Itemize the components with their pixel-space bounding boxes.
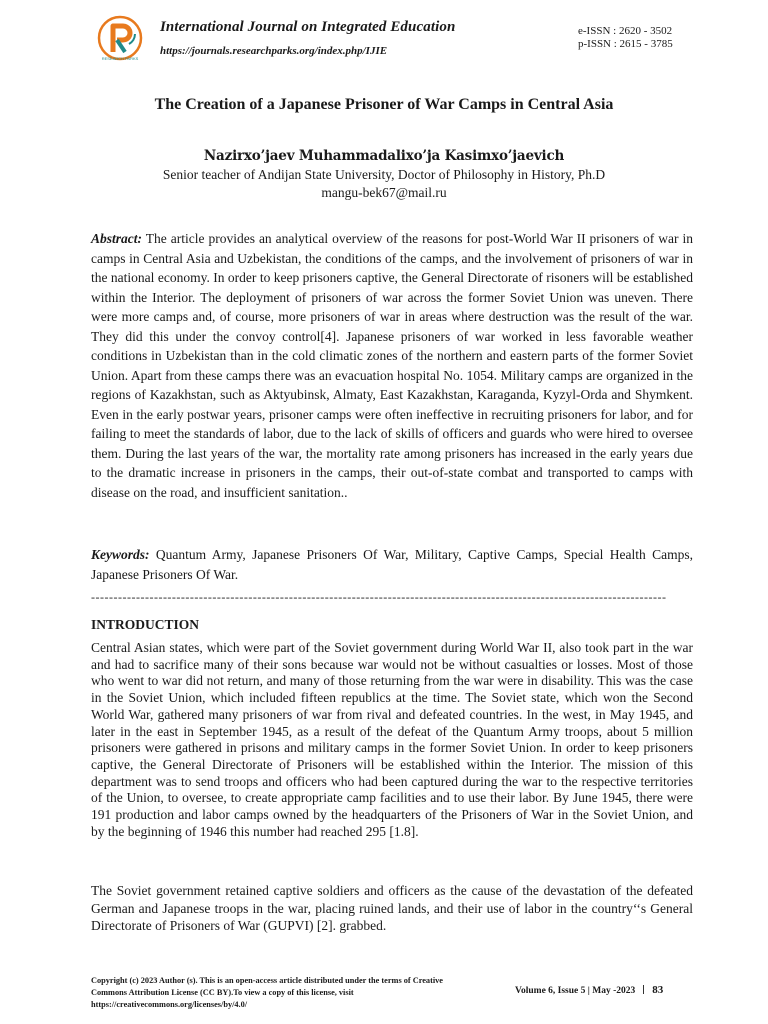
journal-url[interactable]: https://journals.researchparks.org/index.php/IJIE — [160, 45, 388, 57]
page-number: 83 — [652, 984, 664, 996]
research-parks-logo — [96, 14, 144, 62]
eissn: e-ISSN : 2620 - 3502 — [578, 25, 673, 37]
volume-issue: Volume 6, Issue 5 | May -2023 — [515, 986, 636, 996]
journal-header — [0, 0, 768, 80]
keywords-text: Quantum Army, Japanese Prisoners Of War, Military, Captive Camps, Special Health Camps, Japanese Prisoners Of War. — [91, 547, 694, 582]
paper-title: The Creation of a Japanese Prisoner of War Camps in Central Asia — [154, 96, 614, 113]
abstract-label: Abstract: — [91, 231, 143, 246]
author-email[interactable]: mangu-bek67@mail.ru — [321, 185, 447, 200]
abstract-text: The article provides an analytical overview of the reasons for post-World War II prisoners of war in camps in Central Asia and Uzbekistan, the conditions of the camps, and the involvement of prisoners of war in the national economy. In order to keep prisoners captive, the General Directorate of risoners will be established within the Interior. The deployment of prisoners of war across the former Soviet Union was uneven. There were more camps and, of course, more prisoners of war in areas where destruction was the result of the war. They did this under the convoy control[4]. Japanese prisoners of war worked in less favorable weather conditions in Uzbekistan than in the cold climatic zones of the northern and eastern parts of the former Soviet Union. Apart from these camps there was an evacuation hospital No. 1054. Military camps are organized in the regions of Kazakhstan, such as Aktyubinsk, Almaty, East Kazakhstan, Karaganda, Kyzyl-Orda and Shymkent. Even in the early postwar years, prisoner camps were often ineffective in recruiting prisoners for labor, and for failing to meet the standards of labor, due to the lack of skills of officers and guards who were hired to oversee them. During the last years of the war, the mortality rate among prisoners has increased in the early years due to the dramatic increase in prisoners in the camps, their out-of-state combat and transported to camps with disease on the road, and insufficient sanitation.. — [91, 231, 693, 500]
copyright-notice: Copyright (c) 2023 Author (s). This is an open-access article distributed under the terms of Creative Commons Attribution License (CC BY).To view a copy of this license, visit https://creativecommons.org/licenses/by/4.0/ — [91, 976, 443, 1009]
author-affiliation: Senior teacher of Andijan State University, Doctor of Philosophy in History, Ph.D — [162, 167, 606, 182]
section-divider: -------------------------------------------------------------------------------------------------------------------------------- — [91, 590, 667, 604]
abstract — [91, 229, 693, 502]
introduction-paragraph-2: The Soviet government retained captive soldiers and officers as the cause of the devastation of the defeated German and Japanese troops in the war, placing ruined lands, and their use of labor in the country‘‘s General Directorate of Prisoners of War (GUPVI) [2]. grabbed. — [91, 883, 693, 933]
pissn: p-ISSN : 2615 - 3785 — [578, 38, 673, 50]
logo-text: RESEARCH PARKS — [101, 56, 139, 61]
volume-info — [515, 984, 663, 996]
author-name: Nazirxo’jaev Muhammadalixo’ja Kasimxo’jaevich — [203, 148, 565, 164]
issn-block — [578, 25, 673, 51]
introduction-heading: INTRODUCTION — [91, 617, 200, 632]
journal-title: International Journal on Integrated Education — [160, 19, 456, 35]
keywords — [91, 545, 693, 584]
introduction-paragraph-1: Central Asian states, which were part of the Soviet government during World War II, also took part in the war and had to sacrifice many of their sons because war would not be without casualties or losses. Most of those who went to war did not return, and many of those returning from the war were in disability. This was the case in the Soviet Union, which included fifteen republics at the time. The Soviet state, which won the Second World War, gathered many prisoners of war from rival and defeated countries. In the west, in May 1945, and later in the east in September 1945, as a result of the defeat of the Quantum Army troops, about 5 million prisoners were gathered in prisons and military camps in the former Soviet Union. In order to keep prisoners captive, the General Directorate of Prisoners will be established within the Interior. The mission of this department was to send troops and officers who had been captured during the war to the respective territories of the Union, to oversee, to create appropriate camp facilities and to use their labor. By June 1945, there were 191 production and labor camps owned by the headquarters of the Prisoners of War in the Soviet Union, and by the beginning of 1946 this number had reached 295 [1.8]. — [91, 640, 693, 839]
keywords-label: Keywords: — [91, 547, 150, 562]
footer-separator — [643, 985, 644, 994]
